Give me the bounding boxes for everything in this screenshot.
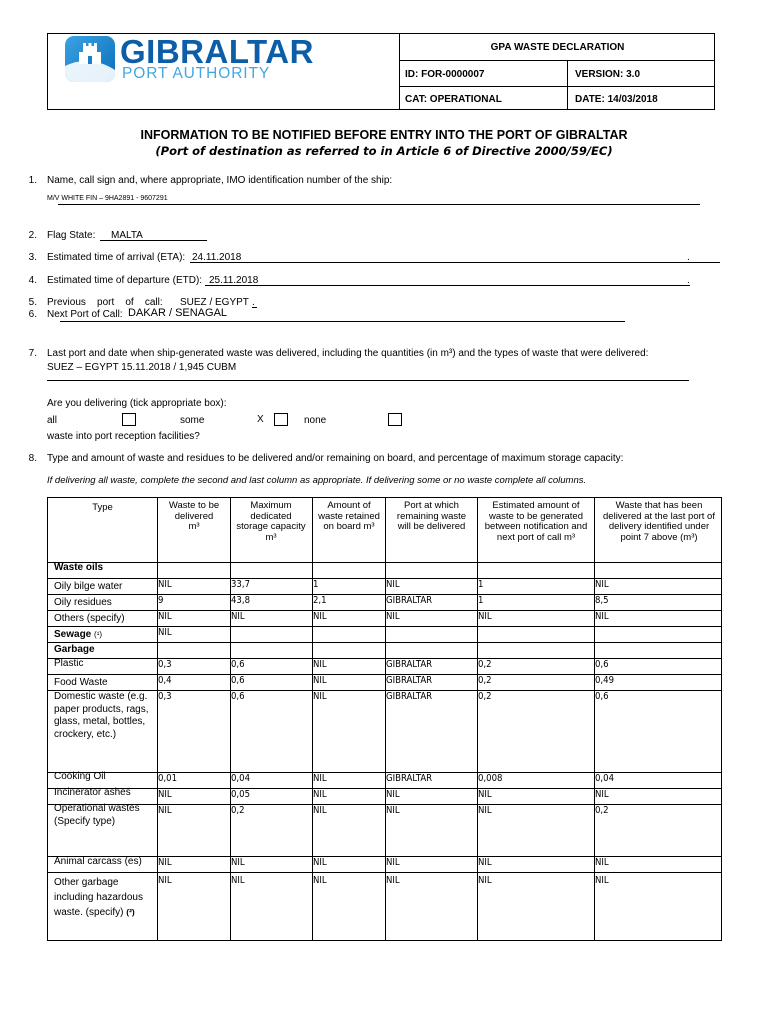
cell-delivered[interactable]: 0,4 — [158, 675, 172, 686]
cell-estimated[interactable]: 1 — [478, 595, 484, 606]
cell-port[interactable]: NIL — [386, 579, 400, 590]
q8-label: Type and amount of waste and residues to be delivered and/or remaining on board, and percentage of maximum storage capacity: — [47, 453, 624, 464]
other-garbage-footnote: (²) — [126, 907, 135, 917]
cell-last-port[interactable]: 8,5 — [595, 595, 609, 606]
section-garbage: Garbage — [54, 644, 95, 655]
delivery-some-checkbox[interactable] — [274, 413, 288, 426]
cell-delivered[interactable]: NIL — [158, 857, 172, 868]
col-header-port: Port at which remaining waste will be delivered — [396, 500, 467, 532]
cell-delivered[interactable]: 0,3 — [158, 659, 172, 670]
cell-last-port[interactable]: NIL — [595, 875, 609, 886]
row-type: Oily bilge water — [54, 581, 123, 592]
cell-estimated[interactable]: 1 — [478, 579, 484, 590]
row-type: Domestic waste (e.g. paper products, rags, glass, metal, bottles, crockery, etc.) — [54, 691, 149, 740]
q3-label: Estimated time of arrival (ETA): — [47, 252, 186, 263]
cell-delivered[interactable]: NIL — [158, 579, 172, 590]
cell-port[interactable]: NIL — [386, 789, 400, 800]
logo-title: GIBRALTAR — [120, 33, 314, 70]
q4-end: . — [687, 275, 690, 286]
q4-number: 4. — [28, 275, 37, 286]
q3-value[interactable]: 24.11.2018 — [192, 252, 242, 263]
cell-retained[interactable]: 1 — [313, 579, 319, 590]
delivery-none-label: none — [304, 415, 327, 426]
q4-value[interactable]: 25.11.2018 — [209, 275, 259, 286]
cell-port[interactable]: GIBRALTAR — [386, 691, 433, 702]
cell-capacity[interactable]: 0,2 — [231, 805, 245, 816]
waste-table — [47, 497, 722, 941]
cell-port[interactable]: GIBRALTAR — [386, 675, 433, 686]
cell-retained[interactable]: NIL — [313, 659, 327, 670]
cell-retained[interactable]: NIL — [313, 805, 327, 816]
cell-capacity[interactable]: NIL — [231, 875, 245, 886]
cell-last-port[interactable]: 0,6 — [595, 691, 609, 702]
doc-date: DATE: 14/03/2018 — [575, 94, 658, 105]
doc-category: CAT: OPERATIONAL — [405, 94, 502, 105]
cell-capacity[interactable]: NIL — [231, 857, 245, 868]
cell-capacity[interactable]: 0,05 — [231, 789, 251, 800]
delivery-some-label: some — [180, 415, 205, 426]
q3-end: . — [687, 252, 690, 263]
cell-delivered[interactable]: 0,01 — [158, 773, 178, 784]
delivery-some-mark: X — [257, 414, 264, 425]
cell-retained[interactable]: 2,1 — [313, 595, 327, 606]
col-header-retained: Amount of waste retained on board m³ — [318, 500, 380, 532]
document-header — [47, 33, 715, 110]
cell-capacity[interactable]: 0,04 — [231, 773, 251, 784]
cell-estimated[interactable]: 0,2 — [478, 691, 492, 702]
doc-title: GPA WASTE DECLARATION — [490, 42, 625, 53]
cell-last-port[interactable]: 0,6 — [595, 659, 609, 670]
cell-last-port[interactable]: NIL — [595, 857, 609, 868]
col-header-last-port: Waste that has been delivered at the last port of delivery identified under point 7 above (m³) — [603, 500, 715, 543]
cell-retained[interactable]: NIL — [313, 857, 327, 868]
row-type: Incinerator ashes — [54, 787, 131, 798]
cell-retained[interactable]: NIL — [313, 789, 327, 800]
section-waste-oils: Waste oils — [54, 562, 104, 573]
q7-number: 7. — [28, 348, 37, 359]
q7-value[interactable]: SUEZ – EGYPT 15.11.2018 / 1,945 CUBM — [47, 362, 237, 373]
cell-retained[interactable]: NIL — [313, 691, 327, 702]
cell-estimated[interactable]: NIL — [478, 857, 492, 868]
row-type: Cooking Oil — [54, 771, 106, 782]
col-header-type: Type — [92, 502, 113, 513]
cell-estimated[interactable]: NIL — [478, 805, 492, 816]
row-type: Plastic — [54, 658, 84, 669]
gibraltar-castle-logo-icon — [65, 36, 115, 82]
doc-id: ID: FOR-0000007 — [405, 69, 485, 80]
cell-port[interactable]: NIL — [386, 805, 400, 816]
delivery-all-label: all — [47, 415, 58, 426]
q5-label: Previous port of call: — [47, 297, 163, 308]
q7-label: Last port and date when ship-generated waste was delivered, including the quantities (in m³) and the types of waste that were delivered: — [47, 348, 649, 359]
delivery-tail: waste into port reception facilities? — [47, 431, 200, 442]
delivery-none-checkbox[interactable] — [388, 413, 402, 426]
cell-port[interactable]: NIL — [386, 857, 400, 868]
col-header-estimated: Estimated amount of waste to be generated between notification and next port of call m³ — [484, 500, 588, 543]
cell-delivered[interactable]: NIL — [158, 805, 172, 816]
page-subtitle: (Port of destination as referred to in Article 6 of Directive 2000/59/EC) — [155, 144, 613, 158]
q8-note: If delivering all waste, complete the second and last column as appropriate. If delivering some or no waste complete all columns. — [47, 475, 587, 486]
cell-last-port[interactable]: 0,2 — [595, 805, 609, 816]
q4-label: Estimated time of departure (ETD): — [47, 275, 203, 286]
doc-version: VERSION: 3.0 — [575, 69, 641, 80]
cell-retained[interactable]: NIL — [313, 611, 327, 622]
cell-capacity[interactable]: 43,8 — [231, 595, 251, 606]
cell-last-port[interactable]: NIL — [595, 579, 609, 590]
q6-label: Next Port of Call: — [47, 309, 123, 320]
row-type: Food Waste — [54, 677, 108, 688]
cell-retained[interactable]: NIL — [313, 675, 327, 686]
cell-retained[interactable]: NIL — [313, 773, 327, 784]
cell-port[interactable]: GIBRALTAR — [386, 659, 433, 670]
sewage-footnote: (¹) — [94, 630, 103, 639]
q6-value[interactable]: DAKAR / SENAGAL — [128, 307, 228, 319]
q2-value[interactable]: MALTA — [111, 230, 143, 241]
cell-estimated[interactable]: NIL — [478, 875, 492, 886]
cell-capacity[interactable]: 0,6 — [231, 659, 245, 670]
cell-last-port[interactable]: NIL — [595, 611, 609, 622]
q3-number: 3. — [28, 252, 37, 263]
col-header-delivered: Waste to be delivered m³ — [168, 500, 220, 532]
row-type: Animal carcass (es) — [54, 856, 142, 867]
other-garbage-label: Other garbage including hazardous waste. (specify) — [54, 877, 143, 918]
cell-delivered[interactable]: NIL — [158, 789, 172, 800]
cell-last-port[interactable]: 0,04 — [595, 773, 615, 784]
cell-delivered[interactable]: NIL — [158, 627, 172, 638]
q1-label: Name, call sign and, where appropriate, IMO identification number of the ship: — [47, 175, 393, 186]
logo-subtitle: PORT AUTHORITY — [122, 65, 271, 82]
cell-capacity[interactable]: NIL — [231, 611, 245, 622]
cell-port[interactable]: NIL — [386, 611, 400, 622]
q6-number: 6. — [28, 309, 37, 320]
q1-value[interactable]: M/V WHITE FIN – 9HA2891 - 9607291 — [47, 195, 168, 202]
cell-estimated[interactable]: 0,2 — [478, 659, 492, 670]
q5-value[interactable]: SUEZ / EGYPT — [180, 297, 249, 308]
cell-capacity[interactable]: 0,6 — [231, 675, 245, 686]
cell-capacity[interactable]: 0,6 — [231, 691, 245, 702]
cell-port[interactable]: GIBRALTAR — [386, 773, 433, 784]
q1-number: 1. — [28, 175, 37, 186]
q2-label: Flag State: — [47, 230, 96, 241]
q5-end: . — [252, 297, 255, 308]
cell-delivered[interactable]: NIL — [158, 611, 172, 622]
delivery-question: Are you delivering (tick appropriate box): — [47, 398, 227, 409]
cell-retained[interactable]: NIL — [313, 875, 327, 886]
row-type: Oily residues — [54, 597, 112, 608]
q2-number: 2. — [28, 230, 37, 241]
col-header-capacity: Maximum dedicated storage capacity m³ — [236, 500, 306, 543]
cell-last-port[interactable]: NIL — [595, 789, 609, 800]
page-title: INFORMATION TO BE NOTIFIED BEFORE ENTRY INTO THE PORT OF GIBRALTAR — [140, 128, 628, 142]
cell-estimated[interactable]: NIL — [478, 789, 492, 800]
cell-estimated[interactable]: 0,2 — [478, 675, 492, 686]
section-sewage — [54, 629, 102, 642]
cell-delivered[interactable]: 0,3 — [158, 691, 172, 702]
row-type — [54, 875, 154, 920]
cell-estimated[interactable]: 0,008 — [478, 773, 503, 784]
cell-port[interactable]: GIBRALTAR — [386, 595, 433, 606]
q5-number: 5. — [28, 297, 37, 308]
row-type: Others (specify) — [54, 613, 125, 624]
cell-capacity[interactable]: 33,7 — [231, 579, 251, 590]
delivery-all-checkbox[interactable] — [122, 413, 136, 426]
cell-port[interactable]: NIL — [386, 875, 400, 886]
cell-estimated[interactable]: NIL — [478, 611, 492, 622]
cell-delivered[interactable]: NIL — [158, 875, 172, 886]
q8-number: 8. — [28, 453, 37, 464]
row-type: Operational wastes (Specify type) — [54, 803, 140, 827]
sewage-label: Sewage — [54, 629, 92, 640]
cell-last-port[interactable]: 0,49 — [595, 675, 615, 686]
cell-delivered[interactable]: 9 — [158, 595, 164, 606]
